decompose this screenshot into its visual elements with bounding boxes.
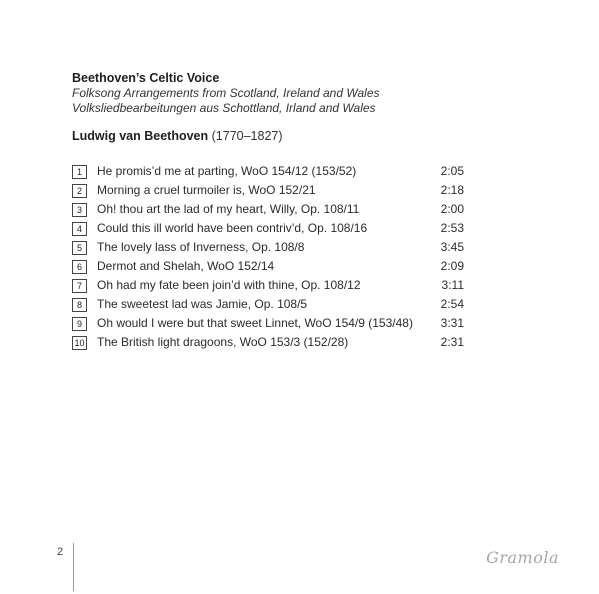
track-number-box: 6	[72, 260, 87, 274]
track-title: The sweetest lad was Jamie, Op. 108/5	[97, 297, 308, 311]
track-title: Oh had my fate been join’d with thine, Op. 108/12	[97, 278, 361, 292]
track-duration: 3:31	[440, 316, 464, 330]
track-number-box: 3	[72, 203, 87, 217]
composer-line	[72, 128, 283, 144]
footer-divider	[73, 543, 74, 591]
track-duration: 3:45	[440, 240, 464, 254]
track-row	[72, 200, 464, 219]
track-list	[72, 162, 464, 352]
track-duration: 2:00	[440, 202, 464, 216]
track-duration: 2:05	[440, 164, 464, 178]
track-title: Dermot and Shelah, WoO 152/14	[97, 259, 275, 273]
track-number-box: 5	[72, 241, 87, 255]
track-number-box: 9	[72, 317, 87, 331]
album-header	[72, 70, 532, 116]
track-row	[72, 314, 464, 333]
track-duration: 2:53	[440, 221, 464, 235]
track-title: Morning a cruel turmoiler is, WoO 152/21	[97, 183, 316, 197]
track-row	[72, 257, 464, 276]
track-duration: 2:31	[440, 335, 464, 349]
track-row	[72, 333, 464, 352]
track-title: He promis’d me at parting, WoO 154/12 (153/52)	[97, 164, 357, 178]
subtitle-german: Volksliedbearbeitungen aus Schottland, Irland and Wales	[72, 101, 376, 115]
track-duration: 2:09	[440, 259, 464, 273]
track-title: The British light dragoons, WoO 153/3 (152/28)	[97, 335, 349, 349]
track-title: Oh would I were but that sweet Linnet, WoO 154/9 (153/48)	[97, 316, 413, 330]
subtitle-english: Folksong Arrangements from Scotland, Ireland and Wales	[72, 86, 380, 100]
track-number-box: 4	[72, 222, 87, 236]
album-title: Beethoven’s Celtic Voice	[72, 71, 220, 85]
track-row	[72, 219, 464, 238]
track-row	[72, 181, 464, 200]
track-title: Could this ill world have been contriv’d, Op. 108/16	[97, 221, 368, 235]
track-duration: 2:18	[440, 183, 464, 197]
track-row	[72, 295, 464, 314]
gramola-logo: Gramola	[486, 548, 559, 567]
track-duration: 3:11	[441, 278, 464, 292]
track-row	[72, 276, 464, 295]
track-title: The lovely lass of Inverness, Op. 108/8	[97, 240, 305, 254]
track-number-box: 1	[72, 165, 87, 179]
track-row	[72, 238, 464, 257]
track-title: Oh! thou art the lad of my heart, Willy, Op. 108/11	[97, 202, 360, 216]
track-number-box: 8	[72, 298, 87, 312]
track-number-box: 2	[72, 184, 87, 198]
track-number-box: 7	[72, 279, 87, 293]
composer-dates: (1770–1827)	[211, 129, 283, 143]
track-row	[72, 162, 464, 181]
composer-name: Ludwig van Beethoven	[72, 129, 209, 143]
track-number-box: 10	[72, 336, 87, 350]
track-duration: 2:54	[440, 297, 464, 311]
page-number: 2	[57, 546, 64, 558]
